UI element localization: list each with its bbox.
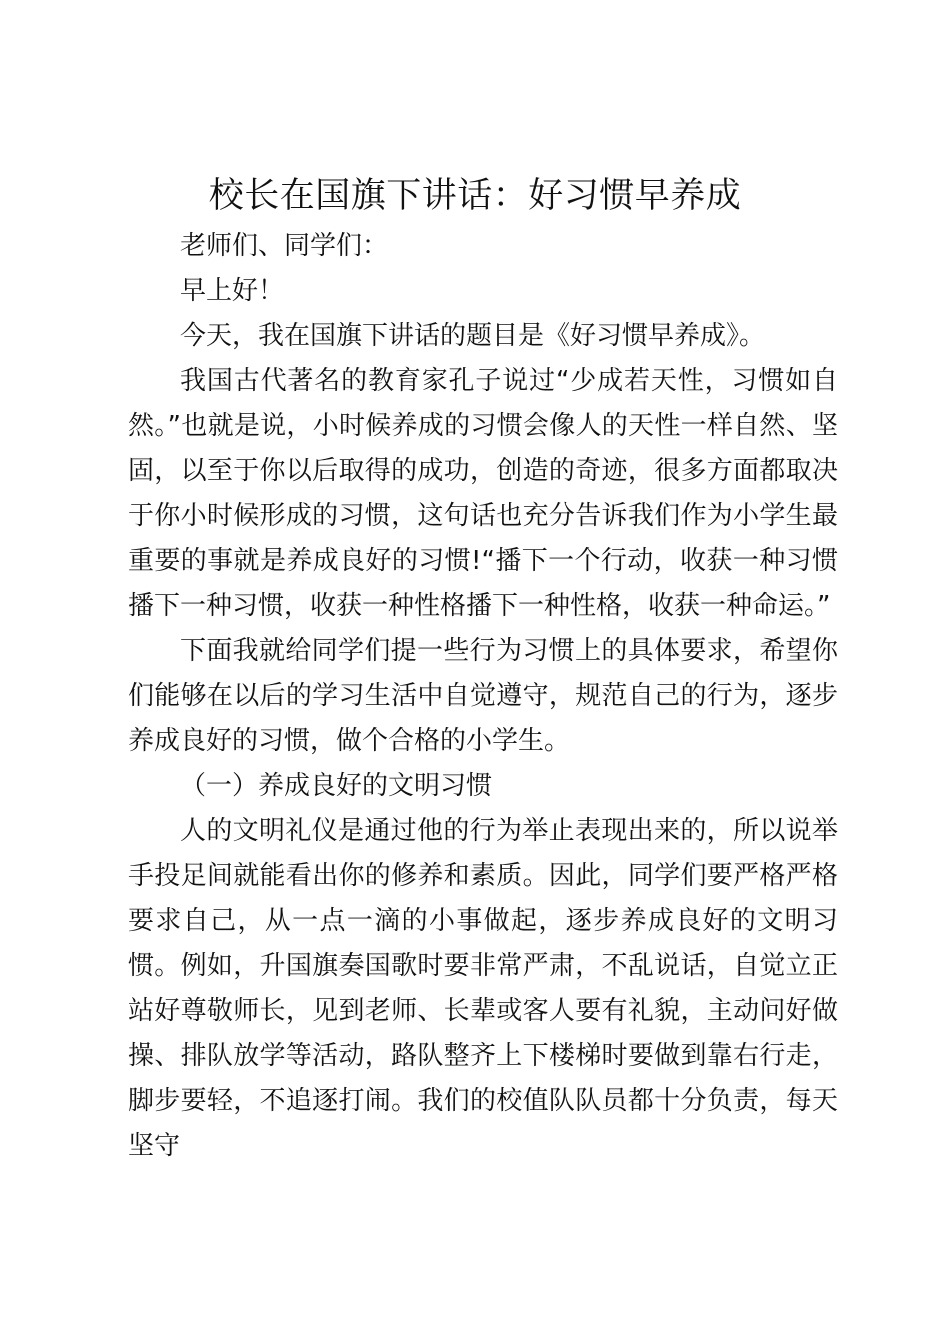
paragraph-topic: 今天，我在国旗下讲话的题目是《好习惯早养成》。 (180, 321, 766, 351)
paragraph-civility: 人的文明礼仪是通过他的行为举止表现出来的，所以说举手投足间就能看出你的修养和素质。因此，同学们要严格严格要求自己，从一点一滴的小事做起，逐步养成良好的文明习惯。例如，升国旗奏国歌时要非常严肃，不乱说话，自觉立正站好尊敬师长，见到老师、长辈或客人要有礼貌，主动问好做操、排队放学等活动，路队整齐上下楼梯时要做到靠右行走，脚步要轻，不追逐打闹。我们的校值队队员都十分负责，每天坚守 (128, 816, 838, 1161)
document-body (128, 224, 838, 1169)
paragraph-requirements-intro: 下面我就给同学们提一些行为习惯上的具体要求，希望你们能够在以后的学习生活中自觉遵守，规范自己的行为，逐步养成良好的习惯，做个合格的小学生。 (128, 636, 838, 756)
salutation: 老师们、同学们： (180, 231, 389, 261)
document-title: 校长在国旗下讲话：好习惯早养成 (208, 176, 742, 216)
section-heading-civility: （一）养成良好的文明习惯 (180, 771, 493, 801)
paragraph-confucius-quote: 我国古代著名的教育家孔子说过“少成若天性，习惯如自然。”也就是说，小时候养成的习惯会像人的天性一样自然、坚固，以至于你以后取得的成功，创造的奇迹，很多方面都取决于你小时候形成的习惯，这句话也充分告诉我们作为小学生最重要的事就是养成良好的习惯!“播下一个行动，收获一种习惯播下一种习惯，收获一种性格播下一种性格，收获一种命运。” (128, 366, 838, 621)
greeting: 早上好！ (180, 276, 285, 306)
